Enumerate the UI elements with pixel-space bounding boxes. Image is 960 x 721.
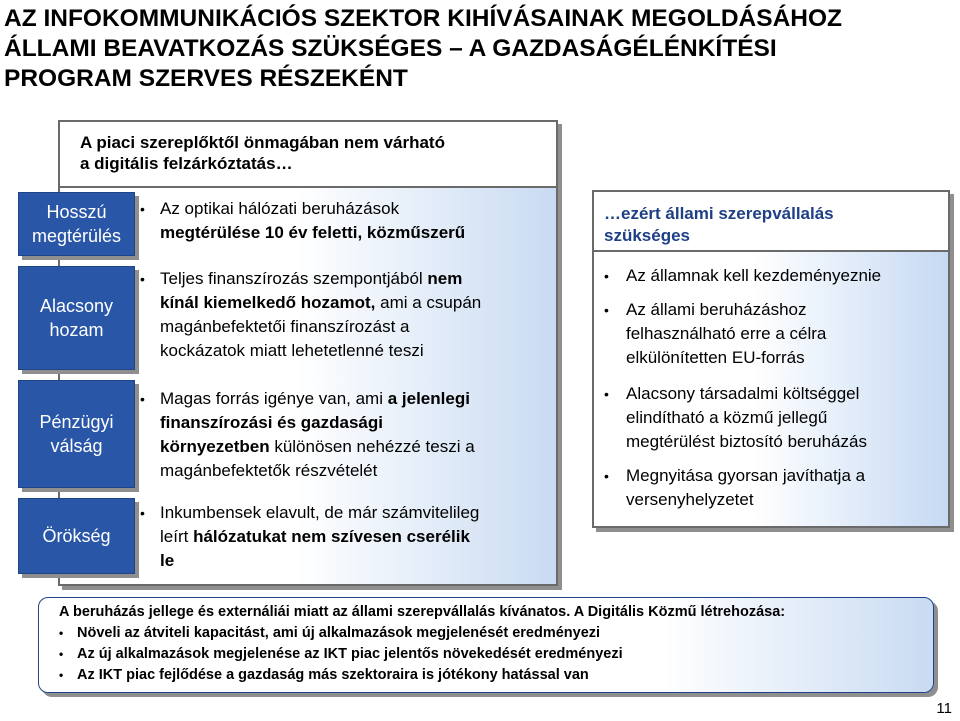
list-item-text: magánbefektetői finanszírozást a — [160, 317, 410, 336]
middle-panel-header — [60, 122, 556, 188]
right-header-line-1: …ezért állami szerepvállalás — [604, 204, 834, 223]
bottom-intro: A beruházás jellege és externáliái miatt az állami szerepvállalás kívánatos. A Digitális Közmű létrehozása: — [59, 604, 786, 620]
list-item-text: elindítható a közmű jellegű — [626, 408, 828, 427]
list-item — [138, 197, 550, 245]
list-item-text: kockázatok miatt lehetetlenné teszi — [160, 341, 424, 360]
list-item-text: felhasználható erre a célra — [626, 324, 827, 343]
side-label-text: Örökség — [42, 526, 111, 546]
bullet-icon: • — [604, 302, 609, 318]
list-item-text: Az IKT piac fejlődése a gazdaság más szektoraira is jótékony hatással van — [77, 667, 589, 683]
list-item-text: megtérülést biztosító beruházás — [626, 432, 867, 451]
list-item — [59, 644, 933, 665]
list-item-text: Az optikai hálózati beruházások — [160, 199, 400, 218]
side-label-text: válság — [50, 436, 103, 456]
title-line-1: AZ INFOKOMMUNIKÁCIÓS SZEKTOR KIHÍVÁSAINAK MEGOLDÁSÁHOZ — [4, 5, 842, 32]
bottom-summary-panel — [38, 597, 934, 693]
side-label-text: megtérülés — [31, 226, 122, 246]
bullet-icon: • — [59, 668, 64, 682]
page-number: 11 — [936, 700, 952, 717]
list-item-text: Növeli az átviteli kapacitást, ami új alkalmazások megjelenését eredményezi — [77, 625, 601, 641]
list-item-text: Az új alkalmazások megjelenése az IKT piac jelentős növekedését eredményezi — [77, 646, 623, 662]
list-item-text: le — [160, 551, 175, 570]
title-line-2: ÁLLAMI BEAVATKOZÁS SZÜKSÉGES – A GAZDASÁGÉLÉNKÍTÉSI — [4, 35, 777, 62]
side-label-text: Hosszú — [46, 202, 107, 222]
list-item — [138, 267, 550, 363]
list-item-text: finanszírozási és gazdasági — [160, 413, 383, 432]
slide-title — [4, 4, 956, 94]
side-label-hosszu-megterules — [18, 192, 135, 256]
bullet-icon: • — [140, 391, 145, 407]
side-label-text: hozam — [49, 320, 104, 340]
list-item-text: Az állami beruházáshoz — [626, 300, 807, 319]
list-item — [138, 387, 550, 483]
list-item-text: Inkumbensek elavult, de már számvitelileg — [160, 503, 480, 522]
side-label-text: Alacsony — [39, 296, 114, 316]
list-item-text: Teljes finanszírozás szempontjából — [160, 269, 428, 288]
list-item-text: a jelenlegi — [387, 389, 470, 408]
list-item-text: leírt — [160, 527, 194, 546]
bullet-icon: • — [604, 386, 609, 402]
list-item-text: környezetben — [160, 437, 270, 456]
list-item-text: Magas forrás igénye van, ami — [160, 389, 388, 408]
side-label-alacsony-hozam — [18, 266, 135, 370]
side-label-penzugyi-valsag — [18, 380, 135, 488]
list-item — [598, 298, 948, 370]
list-item-text: magánbefektetők részvételét — [160, 461, 378, 480]
list-item — [59, 665, 933, 686]
list-item-text: elkülönítetten EU-forrás — [626, 348, 805, 367]
title-line-3: PROGRAM SZERVES RÉSZEKÉNT — [4, 65, 408, 92]
list-item — [138, 501, 550, 573]
middle-header-line-1: A piaci szereplőktől önmagában nem várható — [80, 133, 445, 152]
list-item — [598, 382, 948, 454]
bullet-icon: • — [59, 647, 64, 661]
list-item-text: különösen nehézzé teszi a — [269, 437, 475, 456]
bullet-icon: • — [140, 201, 145, 217]
list-item-text: kínál kiemelkedő hozamot, — [160, 293, 376, 312]
bullet-icon: • — [140, 505, 145, 521]
list-item-text: ami a csupán — [375, 293, 482, 312]
list-item-text: megtérülése 10 év feletti, közműszerű — [160, 223, 466, 242]
list-item-text: Az államnak kell kezdeményeznie — [626, 266, 882, 285]
bullet-icon: • — [140, 271, 145, 287]
list-item-text: Alacsony társadalmi költséggel — [626, 384, 860, 403]
list-item — [598, 464, 948, 512]
bullet-icon: • — [604, 268, 609, 284]
side-label-text: Pénzügyi — [39, 412, 114, 432]
right-header-line-2: szükséges — [604, 226, 690, 245]
list-item — [598, 264, 948, 288]
side-label-orokseg — [18, 498, 135, 574]
list-item-text: versenyhelyzetet — [626, 490, 754, 509]
bullet-icon: • — [604, 468, 609, 484]
list-item — [59, 623, 933, 644]
list-item-text: hálózatukat nem szívesen cserélik — [193, 527, 470, 546]
right-panel-header — [594, 192, 948, 252]
bullet-icon: • — [59, 626, 64, 640]
middle-header-line-2: a digitális felzárkóztatás… — [80, 154, 293, 173]
list-item-text: nem — [427, 269, 463, 288]
list-item-text: Megnyitása gyorsan javíthatja a — [626, 466, 866, 485]
